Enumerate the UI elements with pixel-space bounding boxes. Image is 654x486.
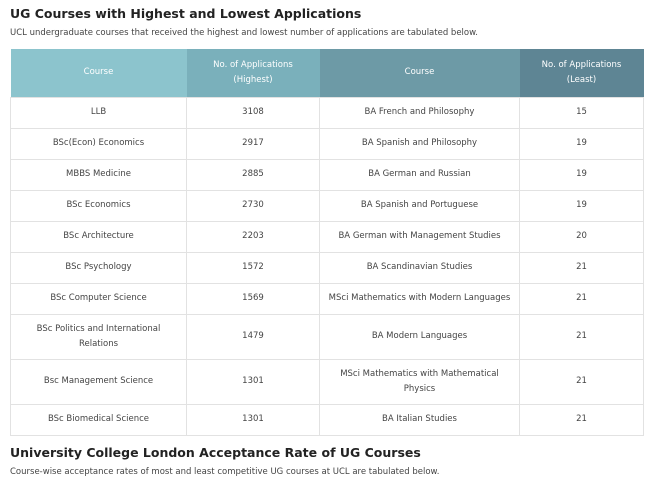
section-title-acceptance-rate: University College London Acceptance Rate of UG Courses xyxy=(10,445,421,460)
cell-applications-least: 19 xyxy=(520,128,644,159)
cell-applications-highest: 1301 xyxy=(187,404,320,435)
header-applications-highest-line1: No. of Applications xyxy=(213,59,293,70)
table-row xyxy=(11,283,644,314)
cell-course-least: BA Scandinavian Studies xyxy=(320,252,520,283)
cell-applications-highest: 1479 xyxy=(187,314,320,359)
cell-applications-highest: 1569 xyxy=(187,283,320,314)
header-course-highest: Course xyxy=(11,49,187,97)
cell-applications-least: 15 xyxy=(520,97,644,128)
cell-applications-highest: 1301 xyxy=(187,359,320,404)
header-course-least: Course xyxy=(320,49,520,97)
cell-course-least: BA Spanish and Portuguese xyxy=(320,190,520,221)
cell-course-highest: BSc Politics and International Relations xyxy=(11,314,187,359)
cell-applications-highest: 2917 xyxy=(187,128,320,159)
table-row xyxy=(11,97,644,128)
cell-course-highest: BSc Economics xyxy=(11,190,187,221)
cell-applications-highest: 2730 xyxy=(187,190,320,221)
header-applications-highest xyxy=(187,49,320,97)
header-applications-least-line1: No. of Applications xyxy=(541,59,622,70)
cell-applications-least: 21 xyxy=(520,404,644,435)
applications-table xyxy=(10,49,644,436)
cell-course-least: BA Modern Languages xyxy=(320,314,520,359)
cell-applications-least: 21 xyxy=(520,314,644,359)
table-row xyxy=(11,128,644,159)
cell-course-least: MSci Mathematics with Modern Languages xyxy=(320,283,520,314)
cell-applications-highest: 2203 xyxy=(187,221,320,252)
cell-course-least: BA French and Philosophy xyxy=(320,97,520,128)
cell-course-least: MSci Mathematics with Mathematical Physics xyxy=(320,359,520,404)
section-description-applications: UCL undergraduate courses that received the highest and lowest number of applications are tabulated below. xyxy=(10,28,478,38)
cell-applications-highest: 1572 xyxy=(187,252,320,283)
cell-applications-least: 19 xyxy=(520,159,644,190)
cell-applications-least: 19 xyxy=(520,190,644,221)
cell-course-highest: Bsc Management Science xyxy=(11,359,187,404)
cell-course-highest: BSc Architecture xyxy=(11,221,187,252)
table-header-row xyxy=(11,49,644,97)
cell-course-highest: BSc Psychology xyxy=(11,252,187,283)
cell-applications-highest: 3108 xyxy=(187,97,320,128)
cell-course-least: BA Spanish and Philosophy xyxy=(320,128,520,159)
cell-course-highest: BSc Biomedical Science xyxy=(11,404,187,435)
cell-applications-least: 21 xyxy=(520,359,644,404)
header-applications-highest-line2: (Highest) xyxy=(233,74,273,85)
cell-applications-least: 21 xyxy=(520,252,644,283)
header-applications-least-line2: (Least) xyxy=(566,74,597,85)
table-row xyxy=(11,190,644,221)
table-row xyxy=(11,221,644,252)
cell-applications-least: 21 xyxy=(520,283,644,314)
header-applications-least xyxy=(520,49,644,97)
cell-course-least: BA German with Management Studies xyxy=(320,221,520,252)
cell-course-least: BA German and Russian xyxy=(320,159,520,190)
cell-course-highest: BSc Computer Science xyxy=(11,283,187,314)
cell-course-least: BA Italian Studies xyxy=(320,404,520,435)
table-row xyxy=(11,359,644,404)
section-description-acceptance-rate: Course-wise acceptance rates of most and least competitive UG courses at UCL are tabulated below. xyxy=(10,467,440,477)
cell-applications-highest: 2885 xyxy=(187,159,320,190)
table-row xyxy=(11,159,644,190)
cell-course-highest: LLB xyxy=(11,97,187,128)
table-row xyxy=(11,404,644,435)
cell-applications-least: 20 xyxy=(520,221,644,252)
cell-course-highest: MBBS Medicine xyxy=(11,159,187,190)
section-title-applications: UG Courses with Highest and Lowest Applications xyxy=(10,6,362,21)
table-row xyxy=(11,314,644,359)
cell-course-highest: BSc(Econ) Economics xyxy=(11,128,187,159)
table-row xyxy=(11,252,644,283)
